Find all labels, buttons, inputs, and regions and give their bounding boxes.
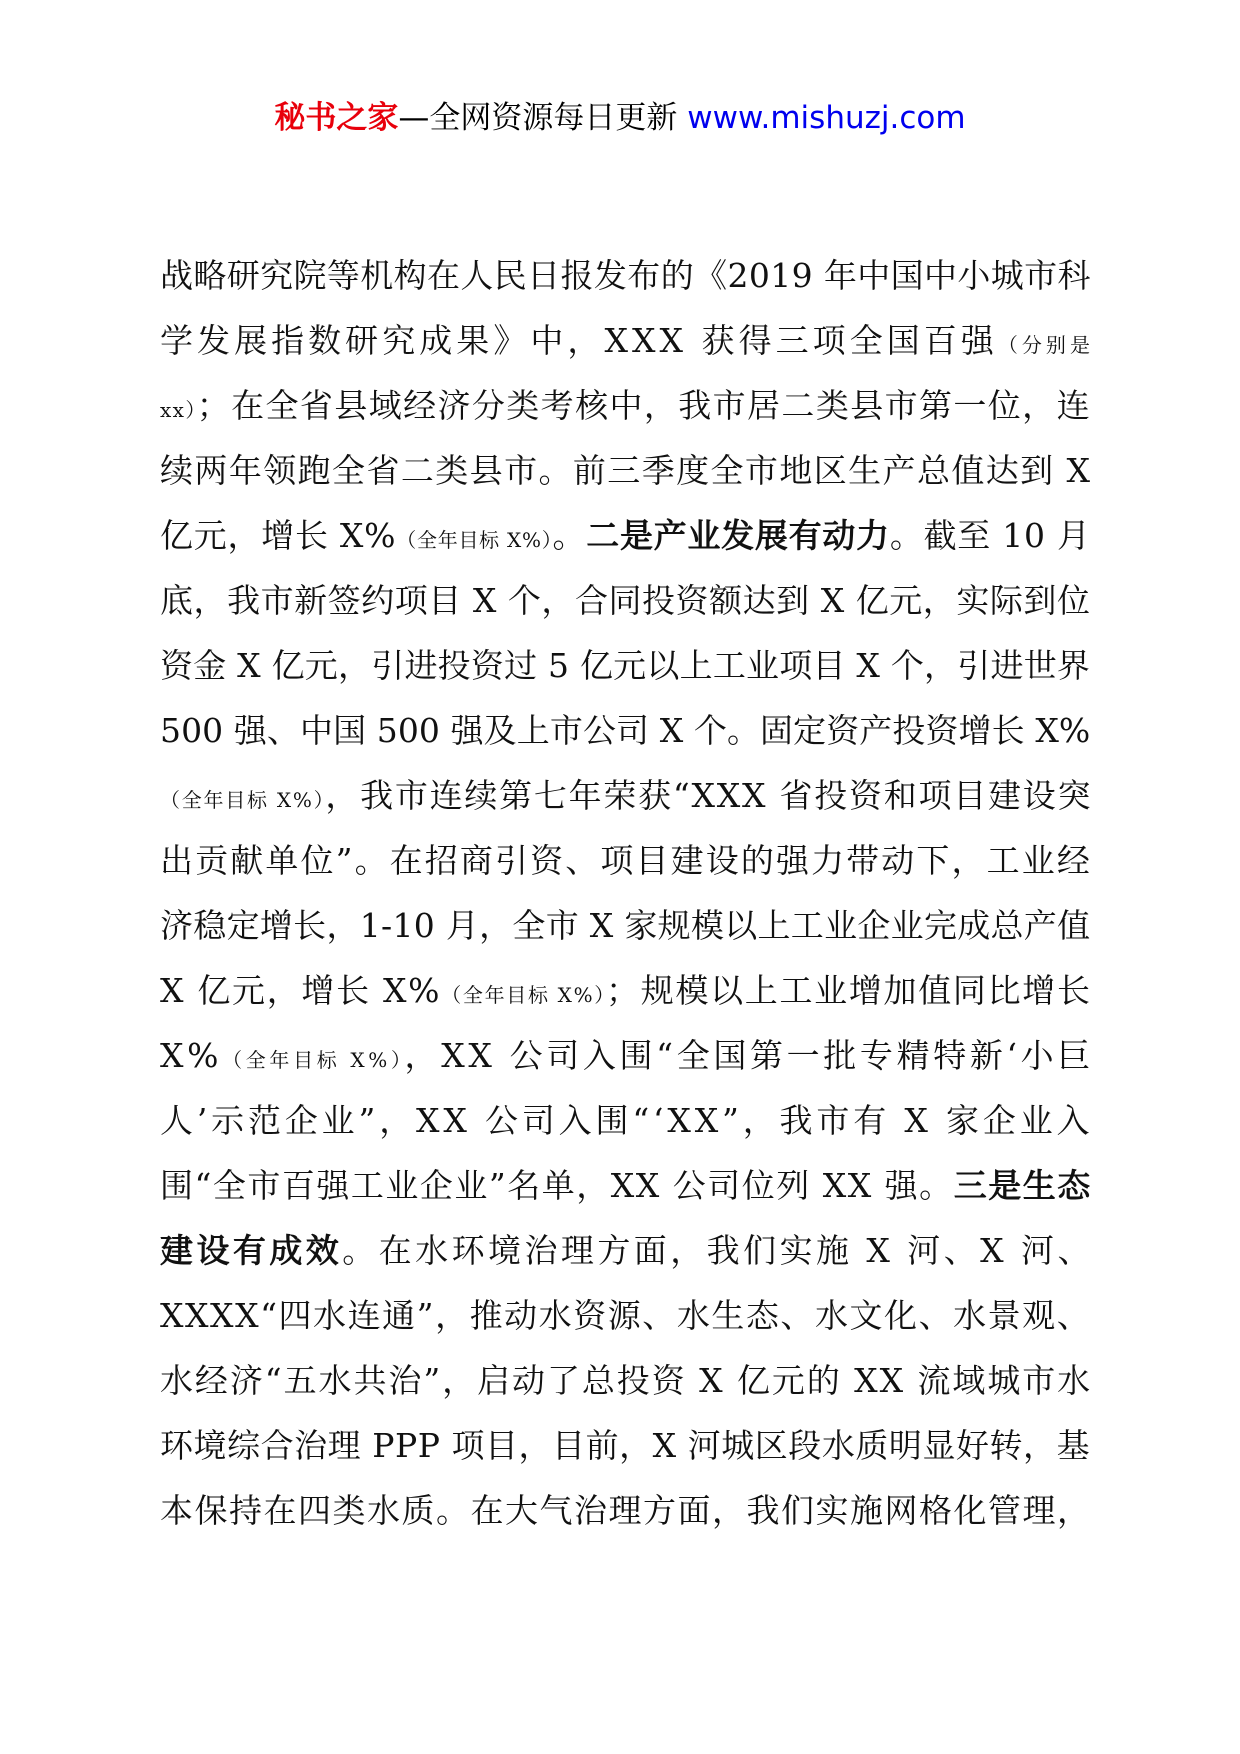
note-text: xx）: [160, 398, 197, 422]
body-text-run: XXXX“四水连通”，推动水资源、水生态、水文化、水景观、: [160, 1296, 1092, 1335]
text-line: [160, 1283, 1090, 1348]
site-brand-name: 秘书之家: [274, 100, 399, 136]
text-line: [160, 698, 1090, 763]
text-line: [160, 958, 1090, 1023]
text-line: [160, 308, 1095, 373]
document-body: [160, 243, 1095, 1543]
body-text-run: 水经济“五水共治”，启动了总投资 X 亿元的 XX 流域城市水: [160, 1361, 1093, 1400]
text-line: [160, 763, 1093, 828]
note-text: （全年目标 X%）: [160, 788, 326, 812]
text-line: [160, 1023, 1094, 1088]
body-text-run: 。在水环境治理方面，我们实施 X 河、X 河、: [342, 1231, 1094, 1270]
site-tagline: —全网资源每日更新: [398, 100, 688, 136]
text-line: [160, 503, 1090, 568]
body-text-run: 。截至 10 月: [889, 516, 1091, 555]
text-line: [160, 828, 1090, 893]
body-text-run: 战略研究院等机构在人民日报发布的《2019 年中国中小城市科: [160, 256, 1091, 295]
body-text-run: 本保持在四类水质。在大气治理方面，我们实施网格化管理，: [160, 1491, 1092, 1530]
text-line: [160, 1413, 1090, 1478]
text-line: [160, 568, 1090, 633]
bold-heading-text: 三是生态: [953, 1166, 1092, 1205]
body-text-run: ，我市连续第七年荣获“XXX 省投资和项目建设突: [325, 776, 1093, 815]
body-text-run: 出贡献单位”。在招商引资、项目建设的强力带动下，工业经: [160, 841, 1092, 880]
body-text-run: 。: [552, 516, 587, 555]
body-text-run: 底，我市新签约项目 X 个，合同投资额达到 X 亿元，实际到位: [160, 581, 1091, 620]
site-url-link[interactable]: www.mishuzj.com: [687, 100, 966, 136]
text-line: [160, 438, 1090, 503]
bold-heading-text: 建设有成效: [160, 1231, 343, 1270]
note-text: （全年目标 X%）: [222, 1048, 405, 1072]
bold-heading-text: 二是产业发展有动力: [586, 516, 890, 555]
body-text-run: 环境综合治理 PPP 项目，目前，X 河城区段水质明显好转，基: [160, 1426, 1091, 1465]
text-line: [160, 1478, 1090, 1543]
body-text-run: 济稳定增长，1-10 月，全市 X 家规模以上工业企业完成总产值: [160, 906, 1091, 945]
body-text-run: ；在全省县域经济分类考核中，我市居二类县市第一位，连: [196, 386, 1091, 425]
text-line: [160, 1153, 1090, 1218]
body-text-run: 学发展指数研究成果》中，XXX 获得三项全国百强: [160, 321, 998, 360]
body-text-run: 人’示范企业”，XX 公司入围“‘XX”，我市有 X 家企业入: [160, 1101, 1094, 1140]
text-line: [160, 1088, 1094, 1153]
text-line: [160, 893, 1090, 958]
text-line: [160, 243, 1090, 308]
site-header: [0, 98, 1240, 138]
body-text-run: 500 强、中国 500 强及上市公司 X 个。固定资产投资增长 X%: [160, 711, 1091, 750]
body-text-run: 亿元，增长 X%: [160, 516, 397, 555]
body-text-run: ，XX 公司入围“全国第一批专精特新‘小巨: [404, 1036, 1094, 1075]
text-line: [160, 1218, 1094, 1283]
body-text-run: ；规模以上工业增加值同比增长: [606, 971, 1092, 1010]
body-text-run: 续两年领跑全省二类县市。前三季度全市地区生产总值达到 X: [160, 451, 1092, 490]
note-text: （全年目标 X%）: [441, 983, 606, 1007]
note-text: （全年目标 X%）: [396, 528, 553, 552]
text-line: [160, 633, 1090, 698]
text-line: [160, 373, 1090, 438]
body-text-run: X 亿元，增长 X%: [160, 971, 442, 1010]
note-text: （分别是: [997, 333, 1095, 357]
body-text-run: 围“全市百强工业企业”名单，XX 公司位列 XX 强。: [160, 1166, 954, 1205]
body-text-run: 资金 X 亿元，引进投资过 5 亿元以上工业项目 X 个，引进世界: [160, 646, 1091, 685]
body-text-run: X%: [160, 1036, 223, 1075]
text-line: [160, 1348, 1093, 1413]
